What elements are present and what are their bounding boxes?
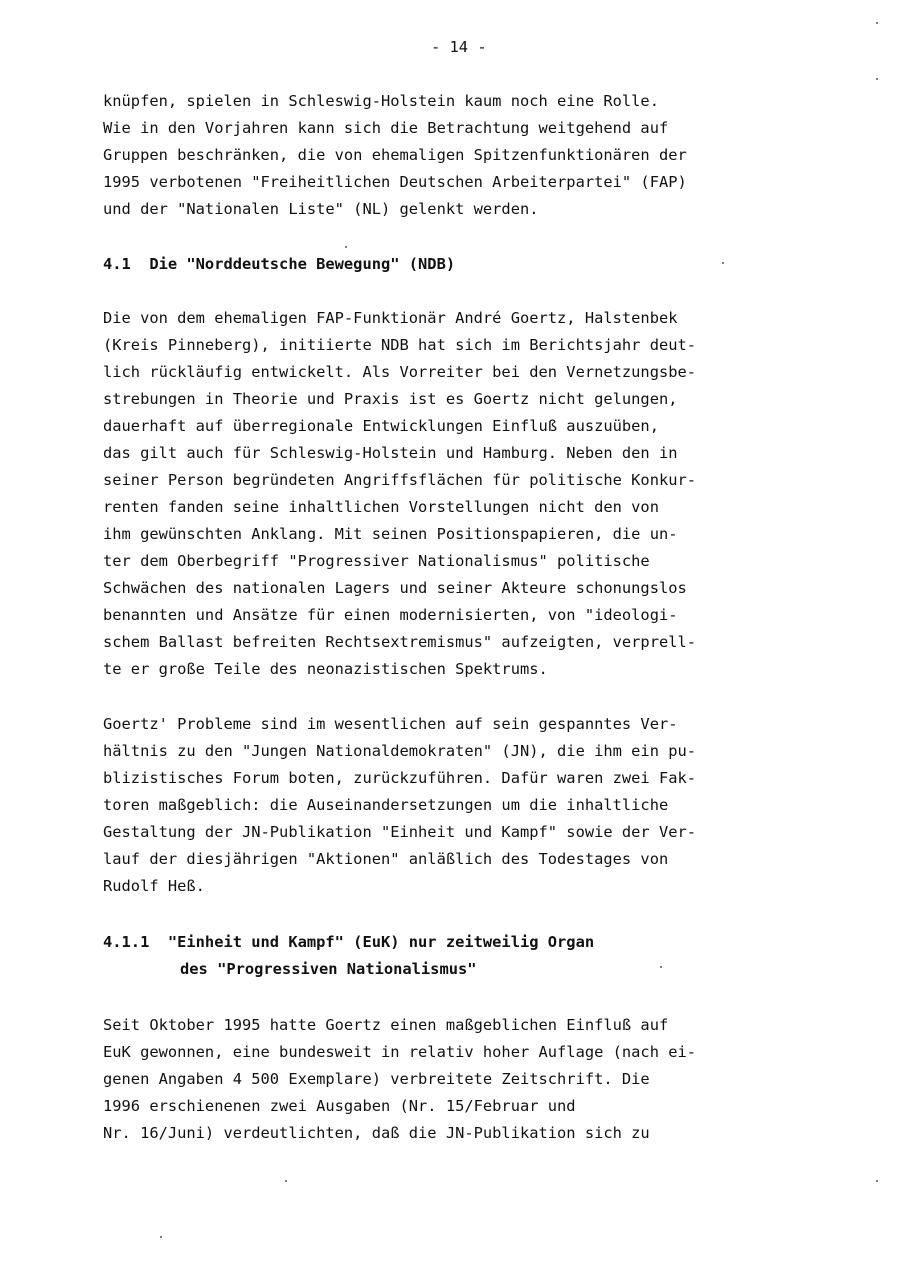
text-line: Goertz' Probleme sind im wesentlichen auf sein gespanntes Ver- xyxy=(103,715,678,733)
text-line: Nr. 16/Juni) verdeutlichten, daß die JN-Publikation sich zu xyxy=(103,1124,650,1142)
text-line: und der "Nationalen Liste" (NL) gelenkt werden. xyxy=(103,200,539,218)
text-line: EuK gewonnen, eine bundesweit in relativ hoher Auflage (nach ei- xyxy=(103,1043,697,1061)
scan-speck xyxy=(876,1180,878,1182)
text-line: 1995 verbotenen "Freiheitlichen Deutschen Arbeiterpartei" (FAP) xyxy=(103,173,687,191)
page-number: - 14 - xyxy=(431,38,487,56)
scan-speck xyxy=(722,262,724,264)
text-line: te er große Teile des neonazistischen Spektrums. xyxy=(103,660,548,678)
text-line: strebungen in Theorie und Praxis ist es Goertz nicht gelungen, xyxy=(103,390,678,408)
text-line: Gestaltung der JN-Publikation "Einheit und Kampf" sowie der Ver- xyxy=(103,823,697,841)
text-line: Schwächen des nationalen Lagers und seiner Akteure schonungslos xyxy=(103,579,687,597)
text-line: blizistisches Forum boten, zurückzuführen. Dafür waren zwei Fak- xyxy=(103,769,697,787)
text-line: Seit Oktober 1995 hatte Goertz einen maßgeblichen Einfluß auf xyxy=(103,1016,669,1034)
text-line: hältnis zu den "Jungen Nationaldemokraten" (JN), die ihm ein pu- xyxy=(103,742,697,760)
scan-speck xyxy=(345,246,347,248)
text-line: knüpfen, spielen in Schleswig-Holstein kaum noch eine Rolle. xyxy=(103,92,659,110)
text-line: Gruppen beschränken, die von ehemaligen Spitzenfunktionären der xyxy=(103,146,687,164)
heading-line: des "Progressiven Nationalismus" xyxy=(180,960,477,978)
text-line: (Kreis Pinneberg), initiierte NDB hat sich im Berichtsjahr deut- xyxy=(103,336,697,354)
text-line: dauerhaft auf überregionale Entwicklungen Einfluß auszuüben, xyxy=(103,417,659,435)
text-line: lich rückläufig entwickelt. Als Vorreiter bei den Vernetzungsbe- xyxy=(103,363,697,381)
text-line: renten fanden seine inhaltlichen Vorstellungen nicht den von xyxy=(103,498,659,516)
text-line: ter dem Oberbegriff "Progressiver Nationalismus" politische xyxy=(103,552,650,570)
text-line: seiner Person begründeten Angriffsflächen für politische Konkur- xyxy=(103,471,697,489)
text-line: Wie in den Vorjahren kann sich die Betrachtung weitgehend auf xyxy=(103,119,669,137)
scan-speck xyxy=(876,78,878,80)
text-line: benannten und Ansätze für einen modernisierten, von "ideologi- xyxy=(103,606,678,624)
text-line: lauf der diesjährigen "Aktionen" anläßlich des Todestages von xyxy=(103,850,669,868)
text-line: toren maßgeblich: die Auseinandersetzungen um die inhaltliche xyxy=(103,796,669,814)
text-line: schem Ballast befreiten Rechtsextremismus" aufzeigten, verprell- xyxy=(103,633,697,651)
heading-line: 4.1.1 "Einheit und Kampf" (EuK) nur zeitweilig Organ xyxy=(103,933,595,951)
scan-speck xyxy=(285,1180,287,1182)
text-line: Die von dem ehemaligen FAP-Funktionär André Goertz, Halstenbek xyxy=(103,309,678,327)
scan-speck xyxy=(876,22,878,24)
text-line: genen Angaben 4 500 Exemplare) verbreitete Zeitschrift. Die xyxy=(103,1070,650,1088)
text-line: ihm gewünschten Anklang. Mit seinen Positionspapieren, die un- xyxy=(103,525,678,543)
section-heading-4-1: 4.1 Die "Norddeutsche Bewegung" (NDB) xyxy=(103,255,456,273)
scan-speck xyxy=(660,966,662,968)
text-line: das gilt auch für Schleswig-Holstein und Hamburg. Neben den in xyxy=(103,444,678,462)
text-line: Rudolf Heß. xyxy=(103,877,205,895)
scan-speck xyxy=(160,1236,162,1238)
text-line: 1996 erschienenen zwei Ausgaben (Nr. 15/Februar und xyxy=(103,1097,576,1115)
